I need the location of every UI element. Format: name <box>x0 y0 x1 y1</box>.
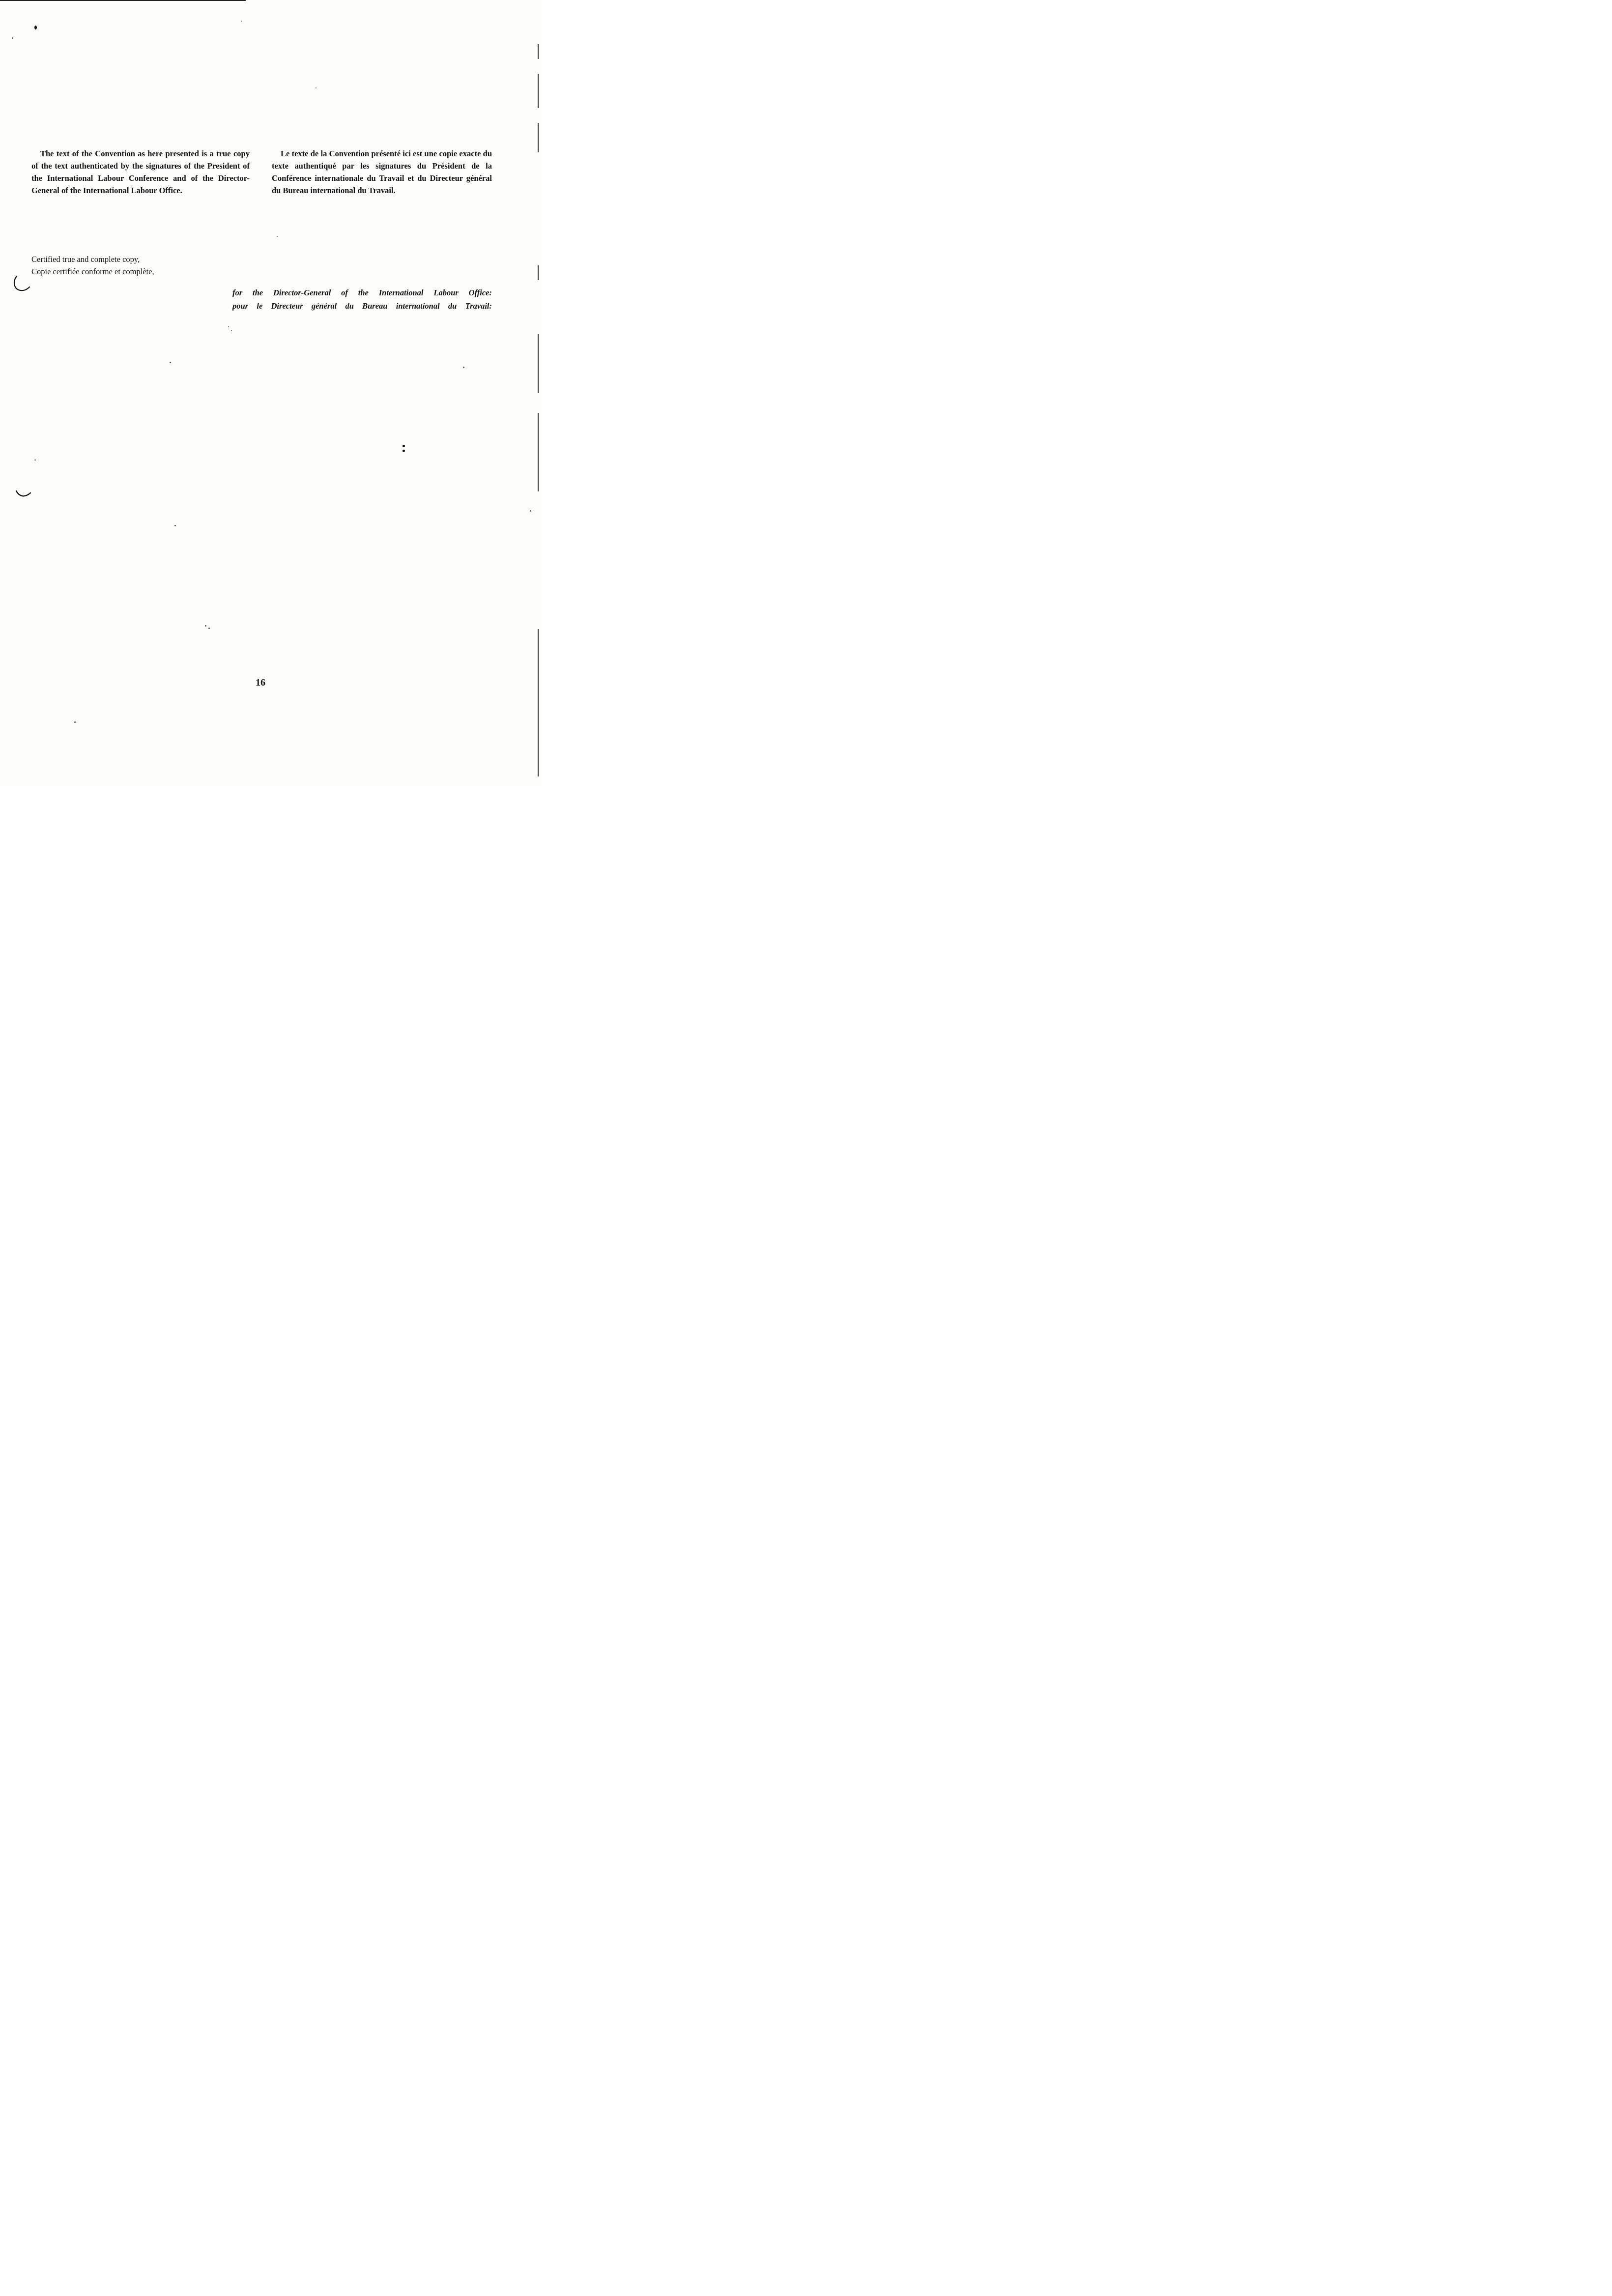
document-page <box>0 0 542 786</box>
english-paragraph-column <box>31 147 250 197</box>
signatory-english: for the Director-General of the International Labour Office: <box>232 288 492 297</box>
top-rule <box>0 0 246 1</box>
scan-speck <box>228 326 229 327</box>
scan-edge-mark <box>538 123 539 152</box>
scan-speck <box>403 450 405 452</box>
certification-block <box>31 253 154 278</box>
pen-mark <box>15 489 32 501</box>
scan-edge-mark <box>538 334 539 393</box>
scan-speck <box>34 26 37 29</box>
scan-speck <box>277 236 278 237</box>
pen-mark <box>11 275 32 293</box>
scan-speck <box>463 367 464 368</box>
english-paragraph: The text of the Convention as here presented is a true copy of the text authenticated by the signatures of the President of the International Labour Conference and of the Director-General of the International Labour Office. <box>31 149 250 195</box>
page-number: 16 <box>256 677 265 688</box>
scan-speck <box>205 625 206 627</box>
scan-speck <box>530 510 531 512</box>
scan-edge-mark <box>538 265 539 280</box>
signatory-block <box>232 286 492 313</box>
scan-speck <box>316 87 317 88</box>
scan-speck <box>241 21 242 22</box>
scan-speck <box>208 628 210 629</box>
scan-speck <box>12 37 13 39</box>
scan-speck <box>174 525 176 526</box>
scan-speck <box>170 362 171 363</box>
scan-speck <box>231 330 232 331</box>
french-paragraph: Le texte de la Convention présenté ici est une copie exacte du texte authentiqué par les signatures du Président de la Conférence internationale du Travail et du Directeur général du Bureau international du Travail. <box>272 149 492 195</box>
scan-speck <box>403 445 405 447</box>
french-paragraph-column <box>272 147 492 197</box>
signatory-french: pour le Directeur général du Bureau international du Travail: <box>232 301 492 311</box>
scan-edge-mark <box>538 44 539 59</box>
certification-french: Copie certifiée conforme et complète, <box>31 267 154 276</box>
scan-edge-mark <box>538 74 539 108</box>
scan-edge-mark <box>538 413 539 491</box>
scan-speck <box>34 459 36 460</box>
scan-speck <box>74 721 76 723</box>
scan-edge-mark <box>538 629 539 776</box>
certification-english: Certified true and complete copy, <box>31 255 140 264</box>
